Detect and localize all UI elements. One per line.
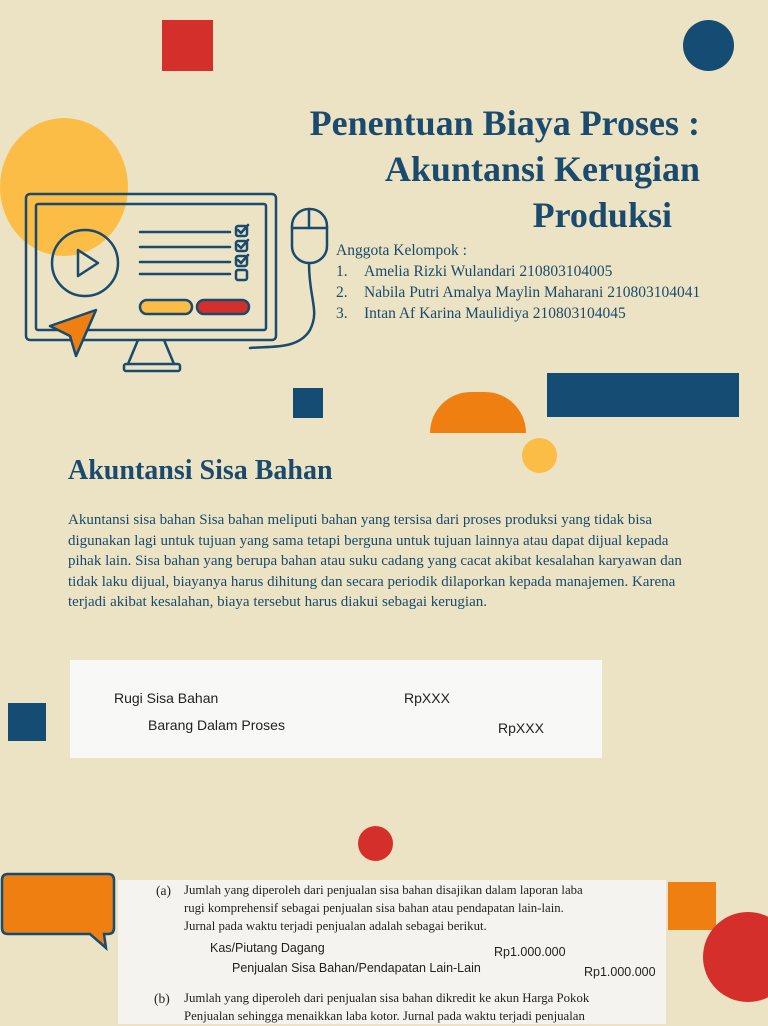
section-title: Akuntansi Sisa Bahan (68, 455, 333, 486)
title-line-1: Penentuan Biaya Proses : (309, 103, 700, 143)
member-item (336, 303, 700, 324)
member-number: 2. (336, 284, 348, 301)
member-number: 3. (336, 305, 348, 322)
decor-navy-square-left (8, 703, 46, 741)
speech-bubble-icon (0, 870, 118, 952)
journal2-debit-account: Kas/Piutang Dagang (210, 941, 325, 955)
journal2-b-line-1: Jumlah yang diperoleh dari penjualan sisa bahan dikredit ke akun Harga Pokok (184, 991, 590, 1005)
journal2-a-label: (a) (156, 883, 171, 898)
journal2-b-line-2: Penjualan sehingga menaikkan laba kotor. Jurnal pada waktu terjadi penjualan (184, 1009, 585, 1023)
title-line-3: Produksi (532, 195, 672, 235)
journal2-a-line-2: rugi komprehensif sebagai penjualan sisa bahan atau pendapatan lain-lain. (184, 901, 564, 915)
decor-navy-square-small (293, 388, 323, 418)
member-item (336, 261, 700, 282)
decor-orange-square-right (668, 882, 716, 930)
journal-entry-image-2 (118, 880, 666, 1024)
journal2-a-line-3: Jurnal pada waktu terjadi penjualan adalah sebagai berikut. (184, 919, 487, 933)
member-item (336, 282, 700, 303)
section-paragraph: Akuntansi sisa bahan Sisa bahan meliputi bahan yang tersisa dari proses produksi yang tidak bisa digunakan lagi untuk tujuan yang sama tetapi berguna untuk tujuan lainnya atau dapat dijual kepada pihak lain. Sisa bahan yang berupa bahan atau suku cadang yang cacat akibat kesalahan karyawan dan tidak laku dijual, biayanya harus dihitung dan secara periodik dilaporkan kepada manajemen. Karena terjadi akibat kesalahan, biaya tersebut harus diakui sebagai kerugian. (68, 512, 682, 610)
journal-entry-image-1 (70, 660, 602, 758)
slide-title (280, 100, 700, 238)
journal2-b-label: (b) (154, 991, 170, 1006)
member-name: Amelia Rizki Wulandari 210803104005 (364, 263, 613, 280)
journal1-credit-account: Barang Dalam Proses (148, 717, 285, 733)
decor-navy-circle-top (683, 20, 734, 71)
member-name: Nabila Putri Amalya Maylin Maharani 210803104041 (364, 284, 701, 301)
decor-orange-half-circle (430, 392, 526, 433)
members-heading: Anggota Kelompok : (336, 242, 467, 259)
journal2-credit-account: Penjualan Sisa Bahan/Pendapatan Lain-Lain (232, 961, 481, 975)
member-number: 1. (336, 263, 348, 280)
journal2-credit-amount: Rp1.000.000 (584, 965, 656, 979)
member-name: Intan Af Karina Maulidiya 210803104045 (364, 305, 626, 322)
journal1-debit-amount: RpXXX (404, 690, 450, 706)
journal1-debit-account: Rugi Sisa Bahan (114, 690, 219, 706)
decor-red-small-circle (358, 826, 393, 861)
journal1-credit-amount: RpXXX (498, 720, 544, 736)
journal2-debit-amount: Rp1.000.000 (494, 945, 566, 959)
group-members (336, 240, 700, 324)
decor-yellow-small-circle (522, 438, 557, 473)
decor-navy-rectangle (547, 373, 739, 417)
title-line-2: Akuntansi Kerugian (384, 149, 700, 189)
journal2-a-line-1: Jumlah yang diperoleh dari penjualan sisa bahan disajikan dalam laporan laba (184, 883, 583, 897)
decor-red-square-top (162, 20, 213, 71)
